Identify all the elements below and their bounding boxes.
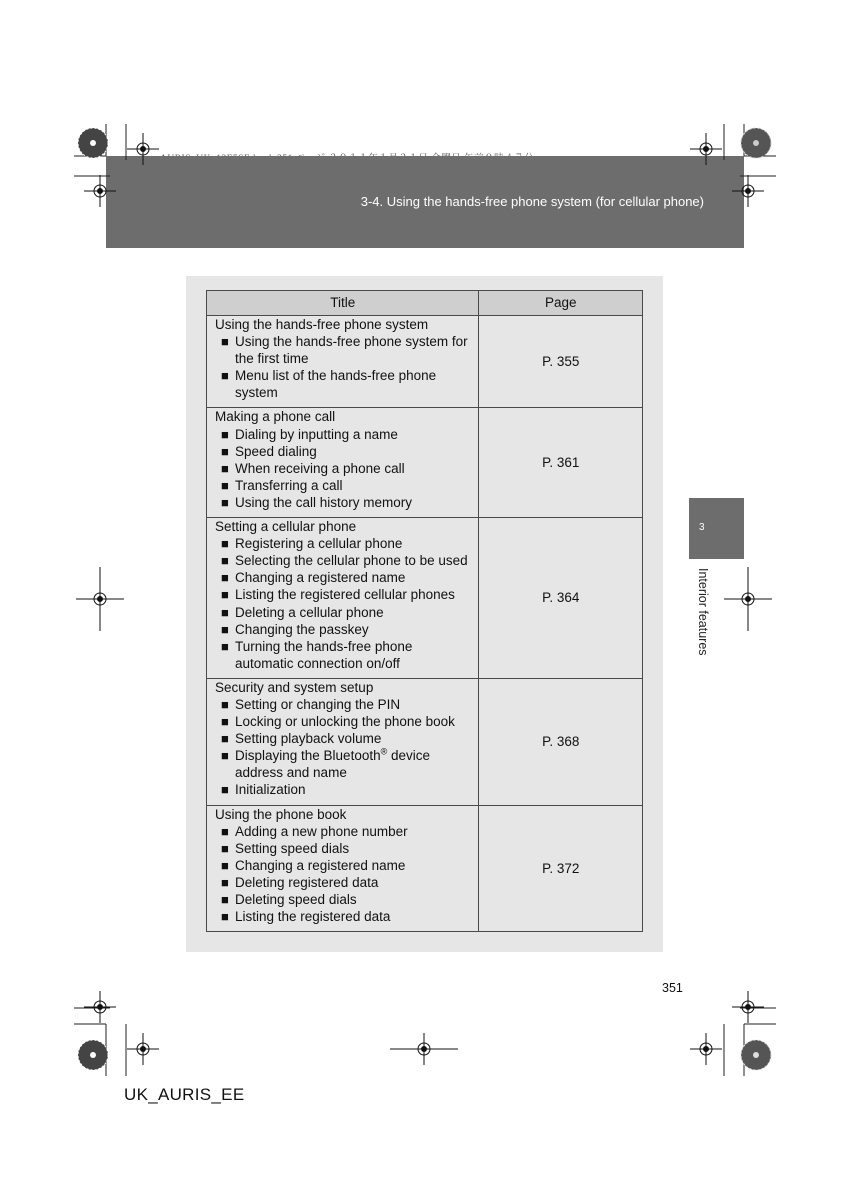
- section-title: 3-4. Using the hands-free phone system (for cellular phone): [360, 194, 704, 209]
- list-item: ■ Listing the registered cellular phones: [221, 587, 455, 603]
- list-item: ■ Adding a new phone number: [221, 823, 408, 839]
- square-bullet-icon: ■: [221, 748, 229, 764]
- square-bullet-icon: ■: [221, 443, 229, 459]
- square-bullet-icon: ■: [221, 536, 229, 552]
- list-item: ■ Turning the hands-free phone automatic connection on/off: [221, 638, 413, 671]
- square-bullet-icon: ■: [221, 714, 229, 730]
- square-bullet-icon: ■: [221, 696, 229, 712]
- section-heading: Using the phone book: [215, 806, 347, 822]
- registration-mark-icon: [76, 567, 124, 631]
- page-reference: P. 372: [479, 805, 643, 932]
- list-item: ■ Using the call history memory: [221, 494, 413, 510]
- section-heading: Setting a cellular phone: [215, 519, 357, 535]
- page-reference: P. 364: [479, 518, 643, 679]
- header-title: Title: [207, 291, 479, 316]
- list-item: ■ Dialing by inputting a name: [221, 426, 398, 442]
- list-item: ■ Selecting the cellular phone to be used: [221, 553, 468, 569]
- list-item: ■ Registering a cellular phone: [221, 536, 403, 552]
- square-bullet-icon: ■: [221, 621, 229, 637]
- list-item: ■ Speed dialing: [221, 443, 317, 459]
- square-bullet-icon: ■: [221, 553, 229, 569]
- square-bullet-icon: ■: [221, 731, 229, 747]
- square-bullet-icon: ■: [221, 874, 229, 890]
- square-bullet-icon: ■: [221, 892, 229, 907]
- list-item: ■ Setting playback volume: [221, 731, 382, 747]
- square-bullet-icon: ■: [221, 638, 229, 654]
- list-item: ■ Displaying the Bluetooth® device address and name: [221, 746, 431, 781]
- square-bullet-icon: ■: [221, 426, 229, 442]
- chapter-label: Interior features: [696, 568, 710, 656]
- square-bullet-icon: ■: [221, 477, 229, 493]
- registration-mark-icon: [732, 991, 764, 1023]
- registration-mark-icon: [390, 1033, 458, 1065]
- section-heading: Making a phone call: [215, 409, 336, 425]
- square-bullet-icon: ■: [221, 823, 229, 839]
- registration-mark-icon: [84, 991, 116, 1023]
- list-item: ■ Setting speed dials: [221, 840, 350, 856]
- section-heading: Security and system setup: [215, 679, 374, 695]
- header-page: Page: [479, 291, 643, 316]
- list-item: ■ Locking or unlocking the phone book: [221, 714, 455, 730]
- page-number: 351: [662, 981, 683, 995]
- registration-mark-icon: [732, 175, 764, 207]
- square-bullet-icon: ■: [221, 494, 229, 510]
- square-bullet-icon: ■: [221, 368, 229, 384]
- page-reference: P. 355: [479, 316, 643, 408]
- list-item: ■ Setting or changing the PIN: [221, 696, 401, 712]
- page-reference: P. 368: [479, 678, 643, 805]
- document-code: UK_AURIS_EE: [124, 1085, 245, 1104]
- square-bullet-icon: ■: [221, 857, 229, 873]
- registration-mark-icon: [724, 567, 772, 631]
- registration-mark-icon: [127, 1033, 159, 1065]
- page-reference: P. 361: [479, 408, 643, 518]
- list-item: ■ Deleting speed dials: [221, 892, 357, 907]
- square-bullet-icon: ■: [221, 840, 229, 856]
- star-target-icon: [78, 128, 108, 158]
- square-bullet-icon: ■: [221, 604, 229, 620]
- list-item: ■ Deleting registered data: [221, 874, 379, 890]
- list-item: ■ Listing the registered data: [221, 909, 391, 925]
- list-item: ■ Menu list of the hands-free phone system: [221, 368, 437, 401]
- registration-mark-icon: [84, 175, 116, 207]
- registration-mark-icon: [127, 133, 159, 165]
- list-item: ■ Transferring a call: [221, 477, 343, 493]
- list-item: ■ Deleting a cellular phone: [221, 604, 384, 620]
- list-item: ■ When receiving a phone call: [221, 460, 405, 476]
- square-bullet-icon: ■: [221, 570, 229, 586]
- list-item: ■ Using the hands-free phone system for the first time: [221, 334, 468, 367]
- list-item: ■ Changing a registered name: [221, 857, 406, 873]
- chapter-number: 3: [699, 522, 705, 533]
- square-bullet-icon: ■: [221, 334, 229, 350]
- square-bullet-icon: ■: [221, 460, 229, 476]
- list-item: ■ Initialization: [221, 782, 306, 798]
- registration-mark-icon: [690, 1033, 722, 1065]
- square-bullet-icon: ■: [221, 909, 229, 925]
- registered-mark: ®: [380, 746, 388, 757]
- star-target-icon: [741, 1040, 771, 1070]
- square-bullet-icon: ■: [221, 587, 229, 603]
- square-bullet-icon: ■: [221, 782, 229, 798]
- registration-mark-icon: [690, 133, 722, 165]
- list-item: ■ Changing a registered name: [221, 570, 406, 586]
- star-target-icon: [78, 1040, 108, 1070]
- list-item: ■ Changing the passkey: [221, 621, 369, 637]
- section-heading: Using the hands-free phone system: [215, 317, 429, 332]
- star-target-icon: [741, 128, 771, 158]
